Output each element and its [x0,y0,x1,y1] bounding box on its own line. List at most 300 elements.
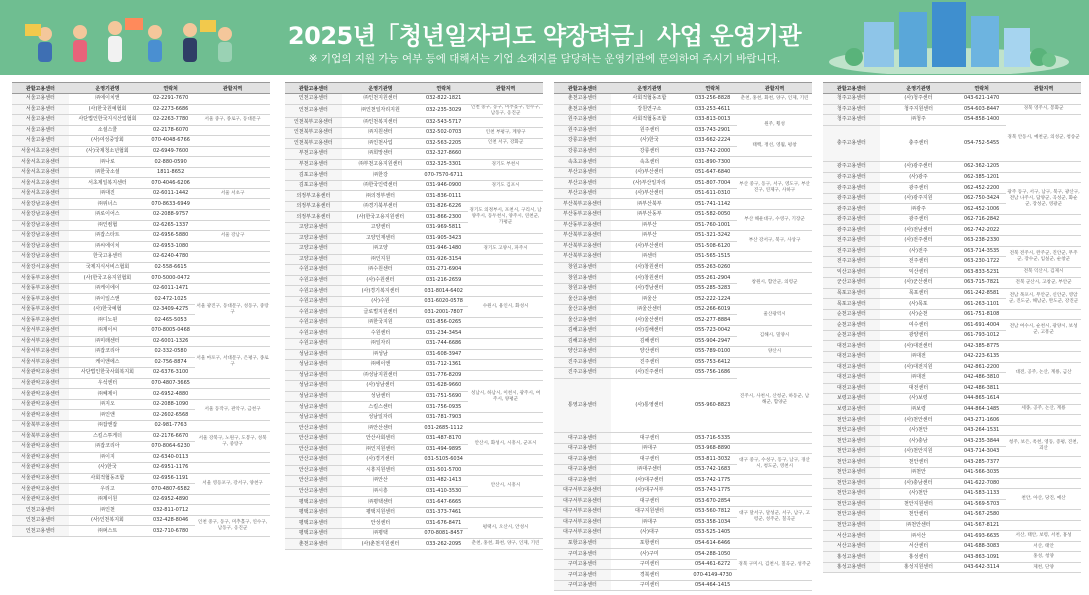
agency-name: ㈜이일스앤 [69,294,146,305]
phone-number: 02-6376-3100 [146,368,195,379]
table-row [823,436,1081,447]
agency-name: (사)한국원예협회 [69,104,146,115]
jurisdiction-area: 부산 해운대구, 수영구, 기장군 [737,210,812,231]
jurisdiction-area [737,357,812,368]
jurisdiction-area [1006,341,1081,352]
jurisdiction-area: 태백, 정선, 영월, 평창 [737,136,812,157]
phone-number: 032-563-2205 [419,138,468,149]
center-name: 서울서부고용센터 [12,357,69,368]
agency-name: 원주센터 [611,125,688,136]
center-name: 김포고용센터 [285,180,342,191]
phone-number: 033-662-2224 [688,136,737,147]
agency-name: ㈜이지 [69,452,146,463]
phone-number: 02-6340-0113 [146,452,195,463]
table-row [823,235,1081,246]
agency-name: 천안센터 [880,457,957,468]
phone-number: 02-465-5053 [146,315,195,326]
center-name: 서울서초고용센터 [12,146,69,157]
table-row [12,94,270,105]
center-name: 서울고용센터 [12,94,69,105]
agency-name: (사)한국고용지원센터 [342,212,419,223]
center-name: 춘천고용센터 [285,539,342,550]
jurisdiction-area [468,349,543,360]
center-name: 대구고용센터 [554,443,611,454]
table-row [554,231,812,242]
center-name: 울산고용센터 [554,304,611,315]
center-name: 의정부고용센터 [285,191,342,202]
jurisdiction-area [1006,172,1081,183]
phone-number: 031-756-0935 [419,402,468,413]
center-name: 인천북부고용센터 [285,117,342,128]
table-row [554,433,812,444]
jurisdiction-area: 부산 중구, 동구, 서구, 영도구, 부산진구, 연제구, 사하구 [737,178,812,199]
jurisdiction-area [195,336,270,347]
jurisdiction-area: 김해시, 밀양시 [737,326,812,347]
phone-number: 053-358-1034 [688,517,737,528]
phone-number: 031-2685-1112 [419,423,468,434]
jurisdiction-area [195,94,270,105]
center-name: 천안고용센터 [823,457,880,468]
agency-name: 안산사회센터 [342,433,419,444]
phone-number: 031-781-7903 [419,412,468,423]
table-row [823,183,1081,194]
jurisdiction-area: 서울 마포구, 서대문구, 은평구, 종로구 [195,347,270,379]
jurisdiction-area [1006,225,1081,236]
center-name: 안산고용센터 [285,433,342,444]
jurisdiction-area [195,273,270,284]
center-name: 광주고용센터 [823,183,880,194]
phone-number: 031-628-9660 [419,381,468,392]
center-name: 구미고용센터 [554,580,611,591]
agency-name: (사)순천 [880,309,957,320]
center-name: 천안고용센터 [823,468,880,479]
table-row [285,433,543,444]
table-row [823,104,1081,115]
agency-name: (사)진주센터 [611,368,688,379]
phone-number: 044-864-1485 [957,404,1006,415]
table-row [823,246,1081,257]
jurisdiction-area: 서울 동작구, 관악구, 금천구 [195,399,270,420]
phone-number: 02-6953-1080 [146,241,195,252]
phone-number: 043-621-1470 [957,94,1006,105]
table-row [12,188,270,199]
phone-number: 070-4149-4730 [688,570,737,581]
agency-name: 사회적협동조합 [69,473,146,484]
agency-name: (사)전남센터 [880,225,957,236]
jurisdiction-area [737,199,812,210]
jurisdiction-area [468,412,543,423]
table-row [823,510,1081,521]
center-table-2 [285,82,543,550]
agency-name: 대구센터 [611,454,688,465]
center-name: 인천북부고용센터 [285,138,342,149]
phone-number: 041-622-7080 [957,478,1006,489]
table-row [285,370,543,381]
agency-name: ㈜부산동부 [611,210,688,221]
agency-name: 안성센터 [342,518,419,529]
phone-number: 062-452-2200 [957,183,1006,194]
table-row [554,443,812,454]
jurisdiction-area [468,339,543,350]
jurisdiction-area [737,443,812,454]
agency-name: (사)청주센터 [880,94,957,105]
agency-name: (사)전주센터 [880,235,957,246]
center-name: 수원고용센터 [285,339,342,350]
table-row [12,167,270,178]
table-row [554,475,812,486]
center-name: 안산고용센터 [285,476,342,487]
center-name: 서울강남고용센터 [12,252,69,263]
agency-name: ㈜한국지원 [342,317,419,328]
phone-number: 061-263-1101 [957,299,1006,310]
center-name: 천안고용센터 [823,510,880,521]
center-name: 서울강남고용센터 [12,241,69,252]
agency-name: 포항센터 [611,538,688,549]
table-row [12,294,270,305]
phone-number: 02-6952-4880 [146,389,195,400]
agency-name: ㈜청주 [880,115,957,126]
jurisdiction-area: 춘천, 홍천, 화천, 양구, 인제, 기린 [737,94,812,105]
agency-name: 홍성지원센터 [880,562,957,573]
center-name: 익산고용센터 [823,267,880,278]
phone-number: 031-676-8471 [419,518,468,529]
table-row [285,465,543,476]
column-header: 관할지역 [737,83,812,94]
jurisdiction-area [1006,162,1081,173]
center-name: 인천고용센터 [285,94,342,105]
column-header: 연락처 [419,83,468,94]
agency-name: ㈜한강 [342,170,419,181]
phone-number: 055-960-8823 [688,378,737,433]
jurisdiction-area: 서울 광진구, 동대문구, 성동구, 중랑구 [195,294,270,326]
phone-number: 02-756-8874 [146,357,195,368]
agency-name: ㈜씨에이치 [69,241,146,252]
center-name: 서울관악고용센터 [12,442,69,453]
phone-number: 02-6011-1442 [146,188,195,199]
jurisdiction-area: 부산 강서구, 북구, 사상구 [737,231,812,252]
phone-number: 031-6020-0578 [419,296,468,307]
phone-number: 063-714-3535 [957,246,1006,257]
table-row [12,336,270,347]
table-row [12,241,270,252]
center-name: 수원고용센터 [285,317,342,328]
phone-number: 070-8081-8457 [419,528,468,539]
table-row [12,505,270,516]
center-name: 김해고용센터 [554,336,611,347]
jurisdiction-area [1006,457,1081,468]
phone-number: 041-566-3035 [957,468,1006,479]
center-name: 홍성고용센터 [823,552,880,563]
agency-name: 대구지원센터 [611,507,688,518]
table-row [285,381,543,392]
jurisdiction-area [195,125,270,136]
agency-name: 고양인재센터 [342,233,419,244]
center-name: 서울서부고용센터 [12,347,69,358]
table-row [12,494,270,505]
agency-name: ㈜의정부센터 [342,191,419,202]
table-row [285,244,543,255]
table-row [285,476,543,487]
jurisdiction-area: 천안, 아산, 당진, 예산 [1006,489,1081,510]
center-name: 안산고용센터 [285,444,342,455]
column-header: 관할고용센터 [823,83,880,94]
table-row [285,296,543,307]
phone-number: 041-688-3083 [957,541,1006,552]
center-name: 울산고용센터 [554,315,611,326]
center-name: 서산고용센터 [823,531,880,542]
phone-number: 02-472-1025 [146,294,195,305]
center-name: 안산고용센터 [285,455,342,466]
agency-name: ㈜인컴협 [69,220,146,231]
agency-name: ㈜잡앤잡 [69,420,146,431]
phone-number: 02-6949-7600 [146,146,195,157]
agency-name: ㈜미래센터 [69,336,146,347]
phone-number: 031-969-5811 [419,223,468,234]
phone-number: 032-327-8660 [419,149,468,160]
agency-name: ㈜위너스 [69,199,146,210]
table-row [823,309,1081,320]
center-name: 수원고용센터 [285,307,342,318]
center-table-3 [554,82,812,591]
jurisdiction-area [195,262,270,273]
phone-number: 055-789-0100 [688,347,737,358]
jurisdiction-area [195,452,270,463]
center-name: 서울관악고용센터 [12,368,69,379]
center-name: 부산고용센터 [554,167,611,178]
jurisdiction-area [468,117,543,128]
table-row [823,552,1081,563]
phone-number: 041-567-8121 [957,520,1006,531]
agency-name: (사)전주 [880,246,957,257]
center-name: 천안고용센터 [823,499,880,510]
center-name: 김포고용센터 [285,170,342,181]
center-name: 수원고용센터 [285,265,342,276]
table-row [285,328,543,339]
phone-number: 062-452-1006 [957,204,1006,215]
center-name: 성남고용센터 [285,412,342,423]
phone-number: 031-647-6665 [419,497,468,508]
agency-name: 강원연구소 [611,104,688,115]
agency-name: 수원센터 [342,328,419,339]
jurisdiction-area [195,283,270,294]
center-name: 수원고용센터 [285,296,342,307]
jurisdiction-area [737,157,812,168]
phone-number: 02-2176-6670 [146,431,195,442]
table-row [554,252,812,263]
agency-name: 고양센터 [342,223,419,234]
phone-number: 031-836-0111 [419,191,468,202]
center-name: 서울강남고용센터 [12,231,69,242]
phone-number: 02-6011-1471 [146,283,195,294]
jurisdiction-area [468,149,543,160]
center-name: 대구서부고용센터 [554,507,611,518]
agency-name: ㈜한국소셜 [69,167,146,178]
jurisdiction-area [1006,510,1081,521]
agency-name: (사)국제청소년협회 [69,146,146,157]
agency-name: (사)울산센터 [611,315,688,326]
agency-name: (사)천안 [880,489,957,500]
phone-number: 061-242-8581 [957,288,1006,299]
agency-name: ㈜안산센터 [342,423,419,434]
agency-name: 강릉센터 [611,146,688,157]
jurisdiction-area [195,146,270,157]
center-name: 고양고용센터 [285,244,342,255]
phone-number: 033-813-0013 [688,115,737,126]
phone-number: 051-760-1001 [688,220,737,231]
jurisdiction-area [195,104,270,115]
agency-name: 케이앤에스 [69,357,146,368]
jurisdiction-area [1006,383,1081,394]
agency-name: ㈜디노윈 [69,315,146,326]
center-name: 서산고용센터 [823,541,880,552]
phone-number: 031-866-2300 [419,212,468,223]
phone-number: 031-487-8170 [419,433,468,444]
center-name: 서울동부고용센터 [12,304,69,315]
phone-number: 063-715-7821 [957,278,1006,289]
table-row [12,262,270,273]
center-name: 대구고용센터 [554,433,611,444]
office-table [554,82,812,591]
table-row [285,360,543,371]
agency-name: 국제지식서비스협회 [69,262,146,273]
jurisdiction-area [737,167,812,178]
agency-name: 사회적협동조합 [611,94,688,105]
agency-name: (사)수원센터 [342,275,419,286]
center-name: 서울동부고용센터 [12,273,69,284]
agency-name: ㈜부산북부 [611,199,688,210]
center-name: 부산고용센터 [554,188,611,199]
phone-number: 062-385-1201 [957,172,1006,183]
agency-name: 경북센터 [611,570,688,581]
center-name: 홍성고용센터 [823,562,880,573]
agency-name: ㈜인지원센터 [342,444,419,455]
center-name: 의정부고용센터 [285,201,342,212]
table-row [823,562,1081,573]
center-name: 대구고용센터 [554,454,611,465]
agency-name: 홍성센터 [880,552,957,563]
jurisdiction-area [468,465,543,476]
agency-name: ㈜인지원 [342,254,419,265]
agency-name: 평택지원센터 [342,507,419,518]
jurisdiction-area [195,136,270,147]
agency-name: ㈜부산 [611,231,688,242]
table-row [823,457,1081,468]
jurisdiction-area [1006,309,1081,320]
table-row [285,180,543,191]
phone-number: 070-8005-0468 [146,326,195,337]
agency-name: 서산센터 [880,541,957,552]
phone-number: 032-325-3301 [419,159,468,170]
column-header: 관할지역 [468,83,543,94]
phone-number: 055-285-3283 [688,283,737,294]
center-name: 대구서부고용센터 [554,496,611,507]
agency-name: (사)광주 [880,172,957,183]
agency-name: ㈜에이앤 [342,360,419,371]
phone-number: 02-332-0580 [146,347,195,358]
agency-name: (사)충남 [880,436,957,447]
center-name: 서울서초고용센터 [12,178,69,189]
agency-name: 김해센터 [611,336,688,347]
center-name: 포항고용센터 [554,538,611,549]
agency-name: 사단법인한국사회복지회 [69,368,146,379]
agency-name: ㈜인천사업 [342,138,419,149]
phone-number: 053-743-1775 [688,486,737,497]
table-row [554,210,812,221]
jurisdiction-area: 서산, 태안 [1006,541,1081,552]
jurisdiction-area: 경기도 고양시, 파주시 [468,244,543,255]
jurisdiction-area: 세종, 공주, 논산, 계룡 [1006,404,1081,415]
agency-name: (사)경기복지센터 [342,286,419,297]
center-name: 부산북부고용센터 [554,199,611,210]
center-name: 안산고용센터 [285,486,342,497]
page-title: 2025년「청년일자리도 약장려금」사업 운영기관 [287,22,802,50]
center-name: 창원고용센터 [554,262,611,273]
phone-number: 031-776-8209 [419,370,468,381]
agency-name: 성남센터 [342,391,419,402]
table-row [12,136,270,147]
jurisdiction-area [195,241,270,252]
center-name: 청주고용센터 [823,115,880,126]
jurisdiction-area [468,94,543,105]
center-name: 청주고용센터 [823,104,880,115]
table-row [285,518,543,529]
phone-number: 054-752-5455 [957,125,1006,162]
jurisdiction-area: 서울 서초구 [195,188,270,199]
agency-name: (사)한국 [69,463,146,474]
center-name: 부산북부고용센터 [554,231,611,242]
center-name: 서울관악고용센터 [12,473,69,484]
agency-name: 양산센터 [611,347,688,358]
phone-number: 053-525-1405 [688,528,737,539]
table-row [823,351,1081,362]
jurisdiction-area: 대구 중구, 수성구, 동구, 남구, 경산시, 청도군, 영천시 [737,454,812,475]
phone-number: 054-288-1050 [688,549,737,560]
phone-number: 055-723-0042 [688,326,737,337]
jurisdiction-area [195,210,270,221]
jurisdiction-area [468,254,543,265]
phone-number: 054-614-6466 [688,538,737,549]
phone-number: 1811-8652 [146,167,195,178]
table-row [285,286,543,297]
agency-name: (사)인천복지회 [69,515,146,526]
center-name: 대전고용센터 [823,341,880,352]
jurisdiction-area [1006,415,1081,426]
header-banner [0,0,1089,75]
phone-number: 053-560-7812 [688,507,737,518]
agency-name: ㈜대전 [880,373,957,384]
agency-name: ㈜인천 [69,505,146,516]
column-header: 관할고용센터 [285,83,342,94]
jurisdiction-area [468,286,543,297]
table-row [554,304,812,315]
table-row [823,394,1081,405]
agency-name: ㈜일자리 [342,339,419,350]
phone-number: 02-2088-9757 [146,210,195,221]
phone-number: 02-6956-1191 [146,473,195,484]
center-name: 고양고용센터 [285,254,342,265]
phone-number: 031-905-3423 [419,233,468,244]
jurisdiction-area [737,496,812,507]
agency-name: 천안센터 [880,510,957,521]
phone-number: 031-926-3154 [419,254,468,265]
table-row [285,423,543,434]
center-name: 서울북부고용센터 [12,431,69,442]
table-row [285,94,543,105]
agency-name: 우석엔터 [69,378,146,389]
phone-number: 063-238-2330 [957,235,1006,246]
jurisdiction-area: 인천 중구, 동구, 미추홀구, 연수구, 남동구, 옹진군 [468,104,543,117]
phone-number: 041-569-5703 [957,499,1006,510]
